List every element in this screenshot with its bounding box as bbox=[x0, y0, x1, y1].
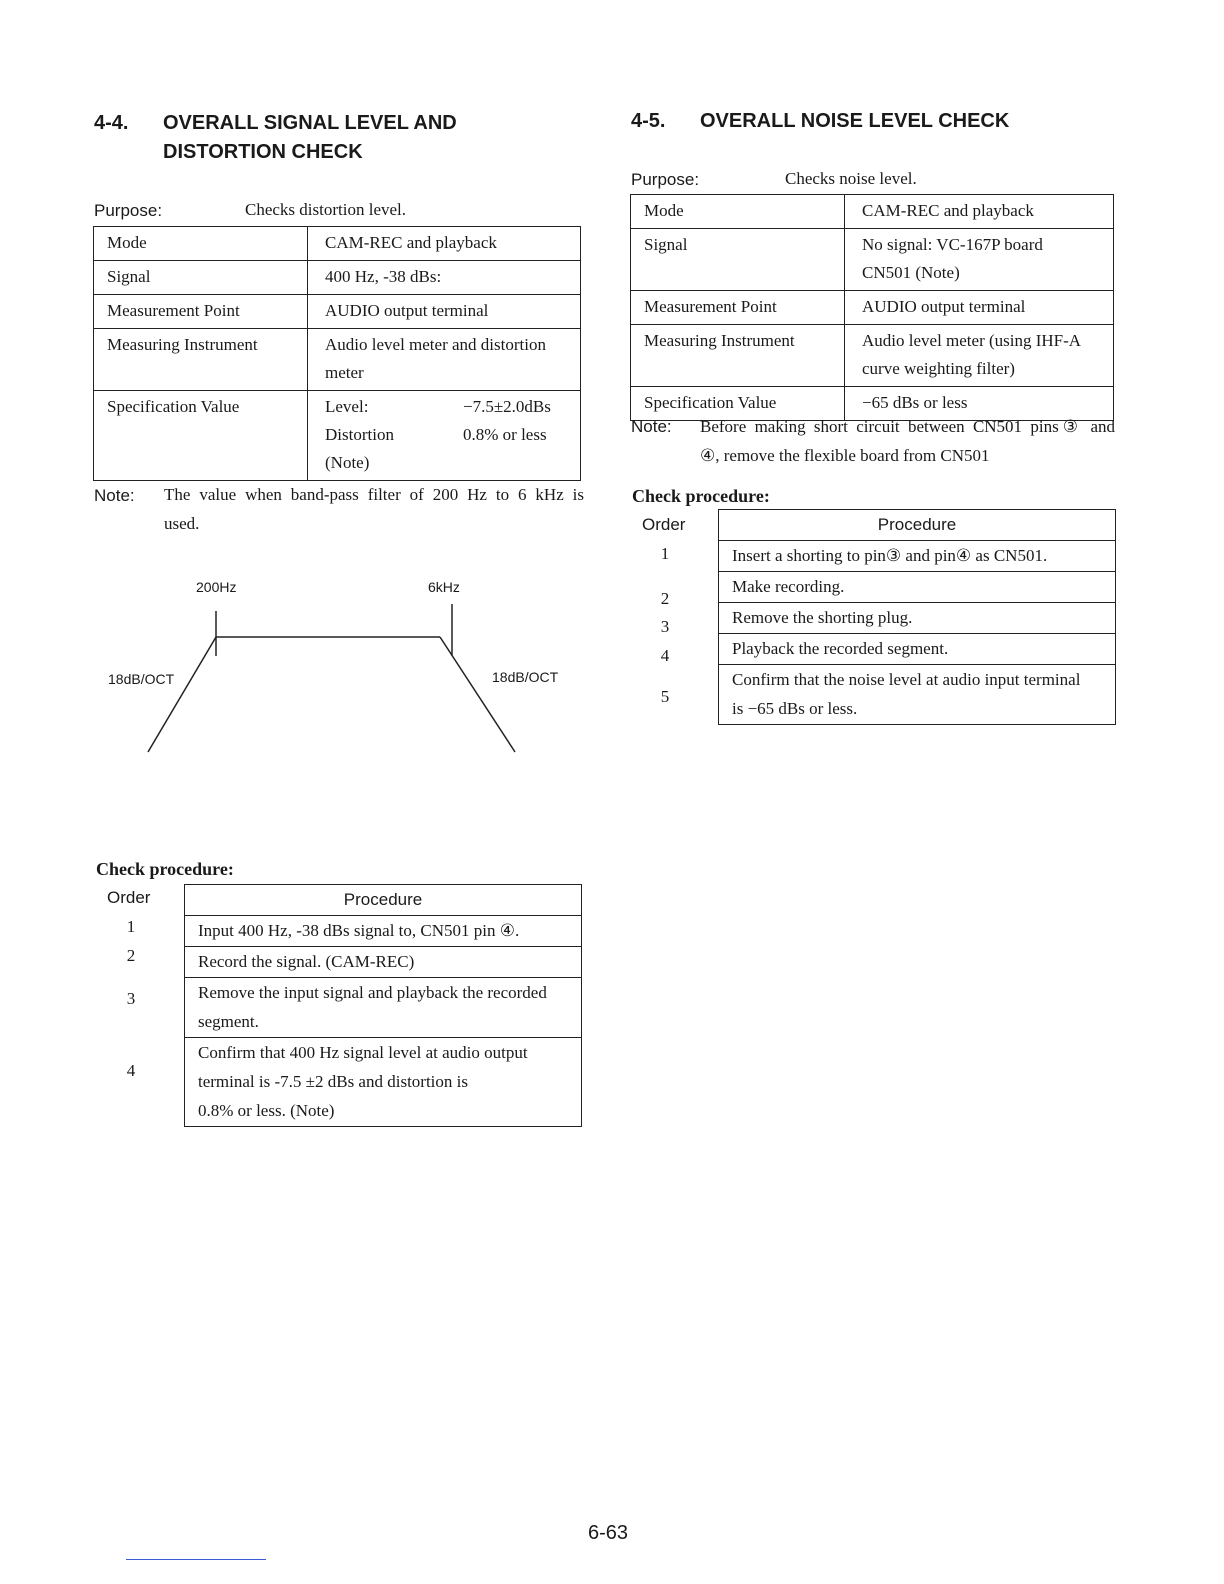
section-title-line2: DISTORTION CHECK bbox=[163, 141, 363, 163]
measurement-point-label: Measurement Point bbox=[94, 295, 308, 329]
spec-row-signal bbox=[631, 229, 1114, 291]
procedure-step-line: Remove the input signal and playback the recorded bbox=[198, 983, 547, 1002]
instrument-label: Measuring Instrument bbox=[631, 325, 845, 387]
signal-value-line1: No signal: VC-167P board bbox=[862, 235, 1043, 254]
note-reference: (Note) bbox=[325, 453, 370, 472]
level-label: Level: bbox=[325, 397, 369, 416]
low-cutoff-label: 200Hz bbox=[196, 579, 237, 595]
purpose-label: Purpose: bbox=[631, 170, 700, 189]
signal-label: Signal bbox=[631, 229, 845, 291]
instrument-value-line1: Audio level meter and distortion bbox=[325, 335, 546, 354]
spec-table-4-5 bbox=[630, 194, 1114, 421]
measurement-point-value: AUDIO output terminal bbox=[845, 291, 1114, 325]
signal-value-line2: CN501 (Note) bbox=[862, 263, 960, 282]
procedure-step bbox=[185, 978, 582, 1038]
procedure-step bbox=[185, 947, 582, 978]
instrument-value-line2: meter bbox=[325, 363, 364, 382]
purpose-value: Checks distortion level. bbox=[245, 200, 407, 219]
order-number: 2 bbox=[126, 946, 136, 965]
check-procedure-title-4-5: Check procedure: bbox=[632, 486, 770, 506]
note-label-4-4: Note: bbox=[94, 486, 135, 505]
order-number: 2 bbox=[660, 589, 670, 608]
check-procedure-title-4-4: Check procedure: bbox=[96, 859, 234, 879]
procedure-step-text: Record the signal. (CAM-REC) bbox=[185, 947, 582, 978]
spec-row-mode bbox=[631, 195, 1114, 229]
instrument-value-line2: curve weighting filter) bbox=[862, 359, 1015, 378]
order-number: 5 bbox=[660, 687, 670, 706]
high-cutoff-label: 6kHz bbox=[428, 579, 460, 595]
low-slope-label: 18dB/OCT bbox=[108, 671, 175, 687]
mode-label: Mode bbox=[631, 195, 845, 229]
measurement-point-value: AUDIO output terminal bbox=[308, 295, 581, 329]
procedure-step bbox=[185, 1038, 582, 1127]
spec-row-instrument bbox=[631, 325, 1114, 387]
signal-label: Signal bbox=[94, 261, 308, 295]
note-text-line1: The value when band-pass filter of 200 Hz to 6 kHz is bbox=[164, 485, 584, 504]
procedure-step-text: Playback the recorded segment. bbox=[719, 634, 1116, 665]
procedure-table-4-5 bbox=[718, 509, 1116, 725]
note-text-4-5 bbox=[700, 412, 1115, 470]
procedure-step-line: terminal is -7.5 ±2 dBs and distortion is bbox=[198, 1072, 468, 1091]
section-number-4-5: 4-5. bbox=[631, 110, 666, 132]
mode-value: CAM-REC and playback bbox=[845, 195, 1114, 229]
measurement-point-label: Measurement Point bbox=[631, 291, 845, 325]
mode-label: Mode bbox=[94, 227, 308, 261]
order-number: 1 bbox=[126, 917, 136, 936]
signal-value bbox=[845, 229, 1114, 291]
instrument-value bbox=[845, 325, 1114, 387]
procedure-step bbox=[719, 603, 1116, 634]
procedure-header-4-5: Procedure bbox=[719, 510, 1116, 541]
order-number: 1 bbox=[660, 544, 670, 563]
specification-value: −65 dBs or less bbox=[845, 387, 1114, 421]
instrument-value-line1: Audio level meter (using IHF-A bbox=[862, 331, 1082, 350]
procedure-step-line: segment. bbox=[198, 1012, 259, 1031]
signal-value: 400 Hz, -38 dBs: bbox=[308, 261, 581, 295]
low-slope-line bbox=[148, 637, 216, 752]
procedure-table-4-4 bbox=[184, 884, 582, 1127]
note-text-line1: Before making short circuit between CN501 pins③ and bbox=[700, 417, 1115, 436]
high-slope-label: 18dB/OCT bbox=[492, 669, 559, 685]
procedure-step-text: Make recording. bbox=[719, 572, 1116, 603]
order-number: 4 bbox=[660, 646, 670, 665]
procedure-step bbox=[185, 916, 582, 947]
procedure-header-4-4: Procedure bbox=[185, 885, 582, 916]
procedure-step-line: is −65 dBs or less. bbox=[732, 699, 858, 718]
purpose-label: Purpose: bbox=[94, 201, 163, 220]
page-number: 6-63 bbox=[588, 1522, 629, 1544]
procedure-step-text: Remove the shorting plug. bbox=[719, 603, 1116, 634]
order-number: 3 bbox=[660, 617, 670, 636]
distortion-label: Distortion bbox=[325, 425, 394, 444]
footer-rule bbox=[126, 1559, 266, 1560]
bandpass-filter-diagram bbox=[0, 0, 600, 800]
note-text-line2: used. bbox=[164, 514, 200, 533]
procedure-step-text bbox=[185, 978, 582, 1038]
distortion-value: 0.8% or less bbox=[463, 425, 547, 444]
procedure-step bbox=[719, 634, 1116, 665]
procedure-step-line: Confirm that 400 Hz signal level at audio output bbox=[198, 1043, 528, 1062]
procedure-step-text bbox=[185, 1038, 582, 1127]
order-number: 3 bbox=[126, 989, 136, 1008]
procedure-step-line: 0.8% or less. (Note) bbox=[198, 1101, 335, 1120]
note-label-4-5: Note: bbox=[631, 417, 672, 436]
procedure-step-text: Input 400 Hz, -38 dBs signal to, CN501 pin ④. bbox=[185, 916, 582, 947]
instrument-label: Measuring Instrument bbox=[94, 329, 308, 391]
spec-row-measurement-point bbox=[631, 291, 1114, 325]
order-header-4-4: Order bbox=[107, 888, 151, 907]
procedure-step bbox=[719, 572, 1116, 603]
mode-value: CAM-REC and playback bbox=[308, 227, 581, 261]
specification-label: Specification Value bbox=[631, 387, 845, 421]
procedure-step-line: Confirm that the noise level at audio input terminal bbox=[732, 670, 1081, 689]
order-header-4-5: Order bbox=[642, 515, 686, 534]
specification-label: Specification Value bbox=[94, 391, 308, 481]
order-number: 4 bbox=[126, 1061, 136, 1080]
note-text-line2: ④, remove the flexible board from CN501 bbox=[700, 446, 990, 465]
procedure-step bbox=[719, 665, 1116, 725]
purpose-value: Checks noise level. bbox=[785, 169, 917, 188]
procedure-step bbox=[719, 541, 1116, 572]
section-title-line1: OVERALL SIGNAL LEVEL AND bbox=[163, 112, 457, 134]
procedure-step-text: Insert a shorting to pin③ and pin④ as CN501. bbox=[719, 541, 1116, 572]
section-title-4-5: OVERALL NOISE LEVEL CHECK bbox=[700, 110, 1010, 132]
procedure-step-text bbox=[719, 665, 1116, 725]
section-number-4-4: 4-4. bbox=[94, 112, 129, 134]
level-value: −7.5±2.0dBs bbox=[463, 397, 551, 416]
high-slope-line bbox=[440, 637, 515, 752]
